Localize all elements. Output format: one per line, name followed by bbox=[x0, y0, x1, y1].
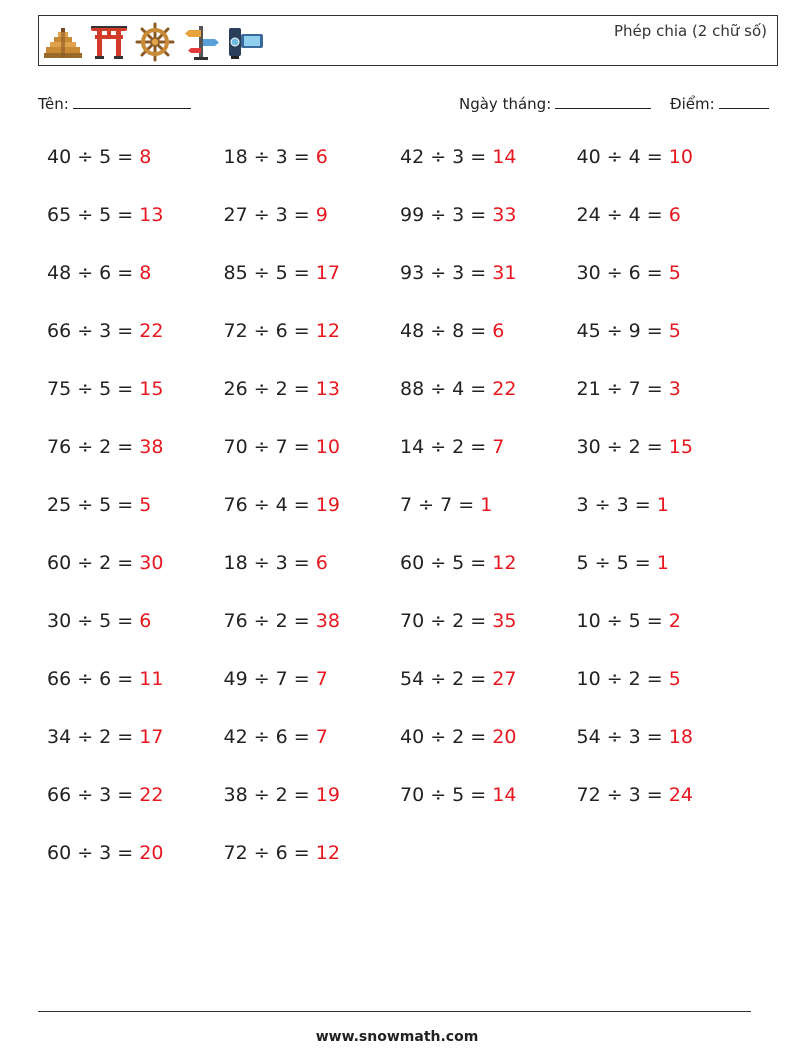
problem-question: 26 ÷ 2 = bbox=[223, 378, 310, 400]
problem-question: 40 ÷ 2 = bbox=[400, 726, 487, 748]
problem-answer: 15 bbox=[668, 436, 693, 458]
problem-answer: 15 bbox=[139, 378, 164, 400]
problem-answer: 7 bbox=[315, 668, 328, 690]
division-problem bbox=[577, 204, 681, 226]
problem-question: 76 ÷ 2 = bbox=[223, 610, 310, 632]
problem-answer: 18 bbox=[668, 726, 693, 748]
problem-question: 72 ÷ 6 = bbox=[223, 842, 310, 864]
problem-question: 40 ÷ 5 = bbox=[47, 146, 134, 168]
problem-question: 66 ÷ 6 = bbox=[47, 668, 134, 690]
division-problem bbox=[224, 320, 340, 342]
problem-question: 54 ÷ 2 = bbox=[400, 668, 487, 690]
problem-question: 49 ÷ 7 = bbox=[223, 668, 310, 690]
problem-answer: 10 bbox=[668, 146, 693, 168]
problem-answer: 7 bbox=[492, 436, 505, 458]
division-problem bbox=[47, 842, 163, 864]
division-problem bbox=[577, 146, 693, 168]
division-problem bbox=[400, 610, 516, 632]
problem-question: 30 ÷ 2 = bbox=[576, 436, 663, 458]
problem-answer: 5 bbox=[668, 320, 681, 342]
division-problem bbox=[577, 494, 669, 516]
division-problem bbox=[47, 494, 151, 516]
signpost-icon bbox=[181, 22, 221, 62]
problem-question: 99 ÷ 3 = bbox=[400, 204, 487, 226]
problem-question: 76 ÷ 4 = bbox=[223, 494, 310, 516]
problem-question: 70 ÷ 7 = bbox=[223, 436, 310, 458]
problem-answer: 10 bbox=[315, 436, 340, 458]
problem-question: 93 ÷ 3 = bbox=[400, 262, 487, 284]
problem-answer: 35 bbox=[492, 610, 517, 632]
problem-question: 10 ÷ 5 = bbox=[576, 610, 663, 632]
problem-answer: 1 bbox=[480, 494, 493, 516]
division-problem bbox=[224, 552, 328, 574]
division-problem bbox=[47, 320, 163, 342]
problem-answer: 38 bbox=[139, 436, 164, 458]
pyramid-icon bbox=[43, 22, 83, 62]
date-blank[interactable] bbox=[555, 94, 651, 109]
problem-answer: 12 bbox=[492, 552, 517, 574]
division-problem bbox=[400, 204, 516, 226]
division-problem bbox=[400, 552, 516, 574]
division-problem bbox=[224, 204, 328, 226]
problem-answer: 8 bbox=[139, 262, 152, 284]
problem-question: 48 ÷ 8 = bbox=[400, 320, 487, 342]
score-blank[interactable] bbox=[719, 94, 769, 109]
problem-question: 60 ÷ 5 = bbox=[400, 552, 487, 574]
problem-question: 60 ÷ 3 = bbox=[47, 842, 134, 864]
header-box bbox=[38, 15, 778, 66]
problem-question: 85 ÷ 5 = bbox=[223, 262, 310, 284]
problem-answer: 5 bbox=[668, 262, 681, 284]
problem-answer: 12 bbox=[315, 842, 340, 864]
problem-answer: 1 bbox=[656, 494, 669, 516]
problem-question: 14 ÷ 2 = bbox=[400, 436, 487, 458]
problem-answer: 20 bbox=[492, 726, 517, 748]
division-problem bbox=[577, 378, 681, 400]
division-problem bbox=[400, 436, 504, 458]
division-problem bbox=[400, 494, 492, 516]
name-label: Tên: bbox=[38, 95, 69, 113]
problem-question: 18 ÷ 3 = bbox=[223, 146, 310, 168]
footer-divider bbox=[38, 1011, 751, 1012]
problem-answer: 19 bbox=[315, 494, 340, 516]
problem-question: 34 ÷ 2 = bbox=[47, 726, 134, 748]
score-label: Điểm: bbox=[670, 95, 715, 113]
problem-answer: 13 bbox=[315, 378, 340, 400]
division-problem bbox=[224, 726, 328, 748]
division-problem bbox=[47, 610, 151, 632]
division-problem bbox=[47, 378, 163, 400]
problem-answer: 6 bbox=[139, 610, 152, 632]
problem-answer: 6 bbox=[668, 204, 681, 226]
division-problem bbox=[47, 726, 163, 748]
name-blank[interactable] bbox=[73, 94, 191, 109]
division-problem bbox=[224, 610, 340, 632]
division-problem bbox=[47, 784, 163, 806]
division-problem bbox=[47, 146, 151, 168]
problem-question: 88 ÷ 4 = bbox=[400, 378, 487, 400]
problem-answer: 11 bbox=[139, 668, 164, 690]
problem-answer: 3 bbox=[668, 378, 681, 400]
problem-question: 10 ÷ 2 = bbox=[576, 668, 663, 690]
division-problem bbox=[224, 262, 340, 284]
problem-question: 66 ÷ 3 = bbox=[47, 784, 134, 806]
problem-question: 30 ÷ 5 = bbox=[47, 610, 134, 632]
problem-question: 25 ÷ 5 = bbox=[47, 494, 134, 516]
problem-question: 18 ÷ 3 = bbox=[223, 552, 310, 574]
division-problem bbox=[577, 552, 669, 574]
division-problem bbox=[577, 320, 681, 342]
problem-question: 66 ÷ 3 = bbox=[47, 320, 134, 342]
problem-answer: 22 bbox=[139, 320, 164, 342]
problem-answer: 17 bbox=[315, 262, 340, 284]
problem-question: 70 ÷ 2 = bbox=[400, 610, 487, 632]
division-problem bbox=[577, 668, 681, 690]
problem-answer: 14 bbox=[492, 146, 517, 168]
division-problem bbox=[224, 668, 328, 690]
name-field[interactable] bbox=[38, 94, 191, 113]
problem-question: 48 ÷ 6 = bbox=[47, 262, 134, 284]
problem-question: 72 ÷ 6 = bbox=[223, 320, 310, 342]
division-problem bbox=[47, 552, 163, 574]
problem-answer: 13 bbox=[139, 204, 164, 226]
division-problem bbox=[224, 146, 328, 168]
problem-answer: 24 bbox=[668, 784, 693, 806]
division-problem bbox=[400, 668, 516, 690]
division-problem bbox=[47, 668, 163, 690]
problem-question: 40 ÷ 4 = bbox=[576, 146, 663, 168]
problem-answer: 31 bbox=[492, 262, 517, 284]
date-field[interactable] bbox=[459, 94, 651, 113]
division-problem bbox=[577, 726, 693, 748]
problem-answer: 5 bbox=[668, 668, 681, 690]
score-field[interactable] bbox=[670, 94, 769, 113]
problem-answer: 6 bbox=[315, 146, 328, 168]
division-problem bbox=[400, 262, 516, 284]
problem-answer: 2 bbox=[668, 610, 681, 632]
problem-answer: 9 bbox=[315, 204, 328, 226]
problem-question: 27 ÷ 3 = bbox=[223, 204, 310, 226]
problem-answer: 12 bbox=[315, 320, 340, 342]
problem-question: 3 ÷ 3 = bbox=[576, 494, 651, 516]
ship-wheel-icon bbox=[135, 22, 175, 62]
problem-question: 45 ÷ 9 = bbox=[576, 320, 663, 342]
worksheet-title: Phép chia (2 chữ số) bbox=[614, 22, 767, 40]
date-label: Ngày tháng: bbox=[459, 95, 552, 113]
division-problem bbox=[224, 842, 340, 864]
problem-question: 5 ÷ 5 = bbox=[576, 552, 651, 574]
header-icons bbox=[43, 22, 267, 62]
division-problem bbox=[224, 494, 340, 516]
division-problem bbox=[400, 146, 516, 168]
division-problem bbox=[577, 610, 681, 632]
problem-question: 72 ÷ 3 = bbox=[576, 784, 663, 806]
problem-question: 75 ÷ 5 = bbox=[47, 378, 134, 400]
division-problem bbox=[577, 784, 693, 806]
problem-answer: 30 bbox=[139, 552, 164, 574]
problem-question: 70 ÷ 5 = bbox=[400, 784, 487, 806]
problem-answer: 1 bbox=[656, 552, 669, 574]
footer-website: www.snowmath.com bbox=[315, 1029, 479, 1045]
problem-question: 42 ÷ 3 = bbox=[400, 146, 487, 168]
division-problem bbox=[47, 436, 163, 458]
problem-question: 76 ÷ 2 = bbox=[47, 436, 134, 458]
problem-question: 24 ÷ 4 = bbox=[576, 204, 663, 226]
division-problem bbox=[224, 378, 340, 400]
problem-answer: 20 bbox=[139, 842, 164, 864]
division-problem bbox=[577, 436, 693, 458]
problem-answer: 6 bbox=[492, 320, 505, 342]
division-problem bbox=[400, 784, 516, 806]
problem-answer: 38 bbox=[315, 610, 340, 632]
problem-answer: 19 bbox=[315, 784, 340, 806]
problem-answer: 22 bbox=[492, 378, 517, 400]
division-problem bbox=[224, 436, 340, 458]
problem-question: 65 ÷ 5 = bbox=[47, 204, 134, 226]
problem-question: 30 ÷ 6 = bbox=[576, 262, 663, 284]
problem-answer: 6 bbox=[315, 552, 328, 574]
division-problem bbox=[577, 262, 681, 284]
division-problem bbox=[400, 320, 504, 342]
problem-question: 54 ÷ 3 = bbox=[576, 726, 663, 748]
problem-question: 21 ÷ 7 = bbox=[576, 378, 663, 400]
problem-answer: 27 bbox=[492, 668, 517, 690]
problem-answer: 22 bbox=[139, 784, 164, 806]
problem-answer: 17 bbox=[139, 726, 164, 748]
division-problem bbox=[400, 726, 516, 748]
problem-answer: 8 bbox=[139, 146, 152, 168]
division-problem bbox=[47, 204, 163, 226]
camcorder-icon bbox=[227, 22, 267, 62]
torii-gate-icon bbox=[89, 22, 129, 62]
problem-answer: 5 bbox=[139, 494, 152, 516]
problem-question: 42 ÷ 6 = bbox=[223, 726, 310, 748]
problem-question: 38 ÷ 2 = bbox=[223, 784, 310, 806]
division-problem bbox=[224, 784, 340, 806]
division-problem bbox=[400, 378, 516, 400]
problem-question: 60 ÷ 2 = bbox=[47, 552, 134, 574]
problem-answer: 14 bbox=[492, 784, 517, 806]
problem-answer: 33 bbox=[492, 204, 517, 226]
problem-answer: 7 bbox=[315, 726, 328, 748]
problem-question: 7 ÷ 7 = bbox=[400, 494, 475, 516]
division-problem bbox=[47, 262, 151, 284]
